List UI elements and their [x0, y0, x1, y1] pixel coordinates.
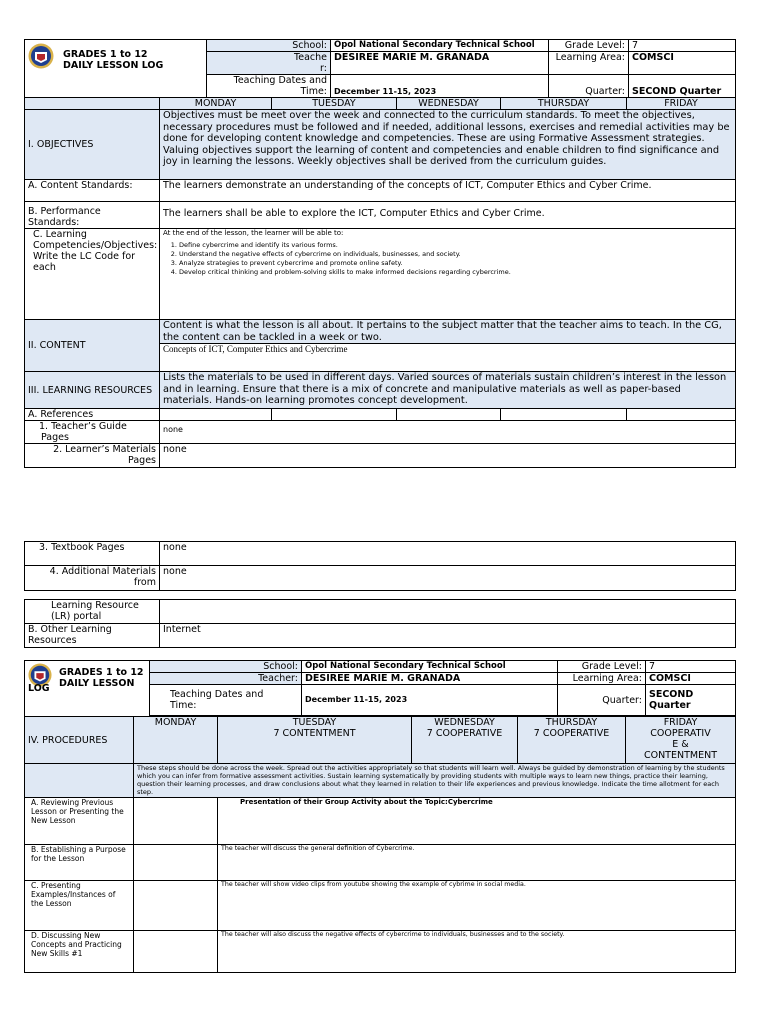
objectives-label: I. OBJECTIVES	[25, 110, 160, 180]
page2-title-line3: LOG	[28, 683, 50, 694]
competency-item: 1. Define cybercrime and identify its various forms.	[179, 241, 732, 250]
learning-area-label: Learning Area:	[549, 52, 629, 75]
learning-resources-label: III. LEARNING RESOURCES	[25, 372, 160, 409]
learning-area-value: COMSCI	[629, 52, 736, 75]
performance-standards-label: B. Performance Standards:	[25, 202, 160, 229]
additional-materials-value: none	[160, 566, 736, 591]
teachers-guide-label: 1. Teacher’s Guide Pages	[25, 421, 160, 444]
resources-continued-table	[24, 541, 736, 591]
learners-materials-label: 2. Learner’s Materials Pages	[25, 444, 160, 468]
teaching-dates-value: December 11-15, 2023	[331, 75, 549, 98]
header-logo-cell	[25, 40, 207, 98]
textbook-value: none	[160, 542, 736, 566]
proc-b-label: B. Establishing a Purpose for the Lesson	[25, 845, 134, 881]
page2-logo-cell	[25, 661, 150, 716]
teacher-label: Teache r:	[207, 52, 331, 75]
proc-day-monday: MONDAY	[134, 717, 218, 764]
objectives-text: Objectives must be meet over the week and connected to the curriculum standards. To meet the objectives, necessary procedures must be followed and if needed, additional lessons, exercises and remedial activities may be done for developing content knowledge and competencies. These are using Formative Assessment strategies. Valuing objectives support the learning of content and competencies and enable children to find significance and joy in learning the lessons. Weekly objectives shall be derived from the curriculum guides.	[160, 110, 736, 180]
school-value: Opol National Secondary Technical School	[331, 40, 549, 52]
lr-portal-label: Learning Resource (LR) portal	[25, 600, 160, 624]
lr-portal-table	[24, 599, 736, 648]
header-title-line1: GRADES 1 to 12	[63, 49, 148, 60]
day-tuesday: TUESDAY	[272, 98, 397, 110]
proc-b-text: The teacher will discuss the general definition of Cybercrime.	[218, 845, 736, 881]
lesson-log-table	[24, 97, 736, 468]
header-title-line2: DAILY LESSON LOG	[63, 60, 164, 71]
textbook-label: 3. Textbook Pages	[25, 542, 160, 566]
teachers-guide-value: none	[160, 421, 736, 444]
page2-quarter-value: SECOND Quarter	[646, 685, 736, 716]
procedures-label: IV. PROCEDURES	[25, 717, 134, 764]
learning-resources-text: Lists the materials to be used in different days. Varied sources of materials sustain children’s interest in the lesson and in learning. Ensure that there is a mix of concrete and manipulative materials as well as paper-based materials. Hands-on learning promotes concept development.	[160, 372, 736, 409]
page2-dates-label: Teaching Dates and Time:	[150, 685, 302, 716]
page2-school-value: Opol National Secondary Technical School	[302, 661, 558, 673]
day-monday: MONDAY	[160, 98, 272, 110]
page2-dates-value: December 11-15, 2023	[302, 685, 558, 716]
references-wed	[397, 409, 501, 421]
competency-item: 3. Analyze strategies to prevent cybercrime and promote online safety.	[179, 259, 732, 268]
competencies-label: C. Learning Competencies/Objectives: Write the LC Code for each	[25, 229, 160, 320]
proc-a-mon	[134, 798, 218, 845]
proc-c-text: The teacher will show video clips from youtube showing the example of cybrime in social media.	[218, 881, 736, 931]
proc-b-mon	[134, 845, 218, 881]
proc-day-thursday: THURSDAY 7 COOPERATIVE	[518, 717, 626, 764]
references-mon	[160, 409, 272, 421]
other-resources-value: Internet	[160, 624, 736, 648]
page2-area-value: COMSCI	[646, 673, 736, 685]
page2-teacher-label: Teacher:	[150, 673, 302, 685]
page2-grade-value: 7	[646, 661, 736, 673]
proc-a-label: A. Reviewing Previous Lesson or Presenting the New Lesson	[25, 798, 134, 845]
references-thu	[501, 409, 627, 421]
competency-item: 4. Develop critical thinking and problem-solving skills to make informed decisions regarding cybercrime.	[179, 268, 732, 277]
deped-seal-icon	[28, 43, 54, 69]
page2-area-label: Learning Area:	[558, 673, 646, 685]
proc-day-friday: FRIDAY COOPERATIV E & CONTENTMENT	[626, 717, 736, 764]
other-resources-label: B. Other Learning Resources	[25, 624, 160, 648]
page2-title-line1: GRADES 1 to 12	[59, 667, 144, 678]
grade-level-label: Grade Level:	[549, 40, 629, 52]
competency-item: 2. Understand the negative effects of cybercrime on individuals, businesses, and society.	[179, 250, 732, 259]
proc-c-label: C. Presenting Examples/Instances of the Lesson	[25, 881, 134, 931]
content-topic: Concepts of ICT, Computer Ethics and Cybercrime	[160, 344, 736, 372]
quarter-value: SECOND Quarter	[629, 75, 736, 98]
references-label: A. References	[25, 409, 160, 421]
days-header-blank	[25, 98, 160, 110]
page2-grade-label: Grade Level:	[558, 661, 646, 673]
proc-day-wednesday: WEDNESDAY 7 COOPERATIVE	[412, 717, 518, 764]
proc-a-text: Presentation of their Group Activity about the Topic:Cybercrime	[218, 798, 736, 845]
lr-portal-value	[160, 600, 736, 624]
proc-d-label: D. Discussing New Concepts and Practicing New Skills #1	[25, 931, 134, 973]
competencies-cell	[160, 229, 736, 320]
references-tue	[272, 409, 397, 421]
competencies-list	[179, 241, 732, 277]
references-fri	[627, 409, 736, 421]
additional-materials-label: 4. Additional Materials from	[25, 566, 160, 591]
performance-standards-text: The learners shall be able to explore the ICT, Computer Ethics and Cyber Crime.	[160, 202, 736, 229]
content-standards-label: A. Content Standards:	[25, 180, 160, 202]
content-label: II. CONTENT	[25, 320, 160, 372]
procedures-note: These steps should be done across the week. Spread out the activities appropriately so that students will learn well. Always be guided by demonstration of learning by the students which you can infer from formative assessment activities. Sustain learning systematically by providing students with multiple ways to learn new things, practice their learning, question their learning processes, and draw conclusions about what they learned in relation to their life experiences and previous knowledge. Indicate the time allotment for each step.	[134, 764, 736, 798]
school-label: School:	[207, 40, 331, 52]
proc-d-text: The teacher will also discuss the negative effects of cybercrime to individuals, businesses and to the society.	[218, 931, 736, 973]
proc-d-mon	[134, 931, 218, 973]
procedures-note-spacer	[25, 764, 134, 798]
page2-header-table	[24, 660, 736, 716]
content-text: Content is what the lesson is all about. It pertains to the subject matter that the teacher aims to teach. In the CG, the content can be tackled in a week or two.	[160, 320, 736, 344]
learners-materials-value: none	[160, 444, 736, 468]
grade-level-value: 7	[629, 40, 736, 52]
proc-day-tuesday: TUESDAY 7 CONTENTMENT	[218, 717, 412, 764]
quarter-label: Quarter:	[549, 75, 629, 98]
teacher-value: DESIREE MARIE M. GRANADA	[331, 52, 549, 75]
page2-teacher-value: DESIREE MARIE M. GRANADA	[302, 673, 558, 685]
proc-c-mon	[134, 881, 218, 931]
procedures-table	[24, 716, 736, 973]
page2-quarter-label: Quarter:	[558, 685, 646, 716]
competencies-intro: At the end of the lesson, the learner will be able to:	[163, 229, 344, 237]
header-table	[24, 39, 736, 98]
day-friday: FRIDAY	[627, 98, 736, 110]
day-wednesday: WEDNESDAY	[397, 98, 501, 110]
day-thursday: THURSDAY	[501, 98, 627, 110]
page2-title-line2: DAILY LESSON	[59, 678, 135, 689]
teaching-dates-label: Teaching Dates and Time:	[207, 75, 331, 98]
content-standards-text: The learners demonstrate an understanding of the concepts of ICT, Computer Ethics and Cyber Crime.	[160, 180, 736, 202]
page2-school-label: School:	[150, 661, 302, 673]
